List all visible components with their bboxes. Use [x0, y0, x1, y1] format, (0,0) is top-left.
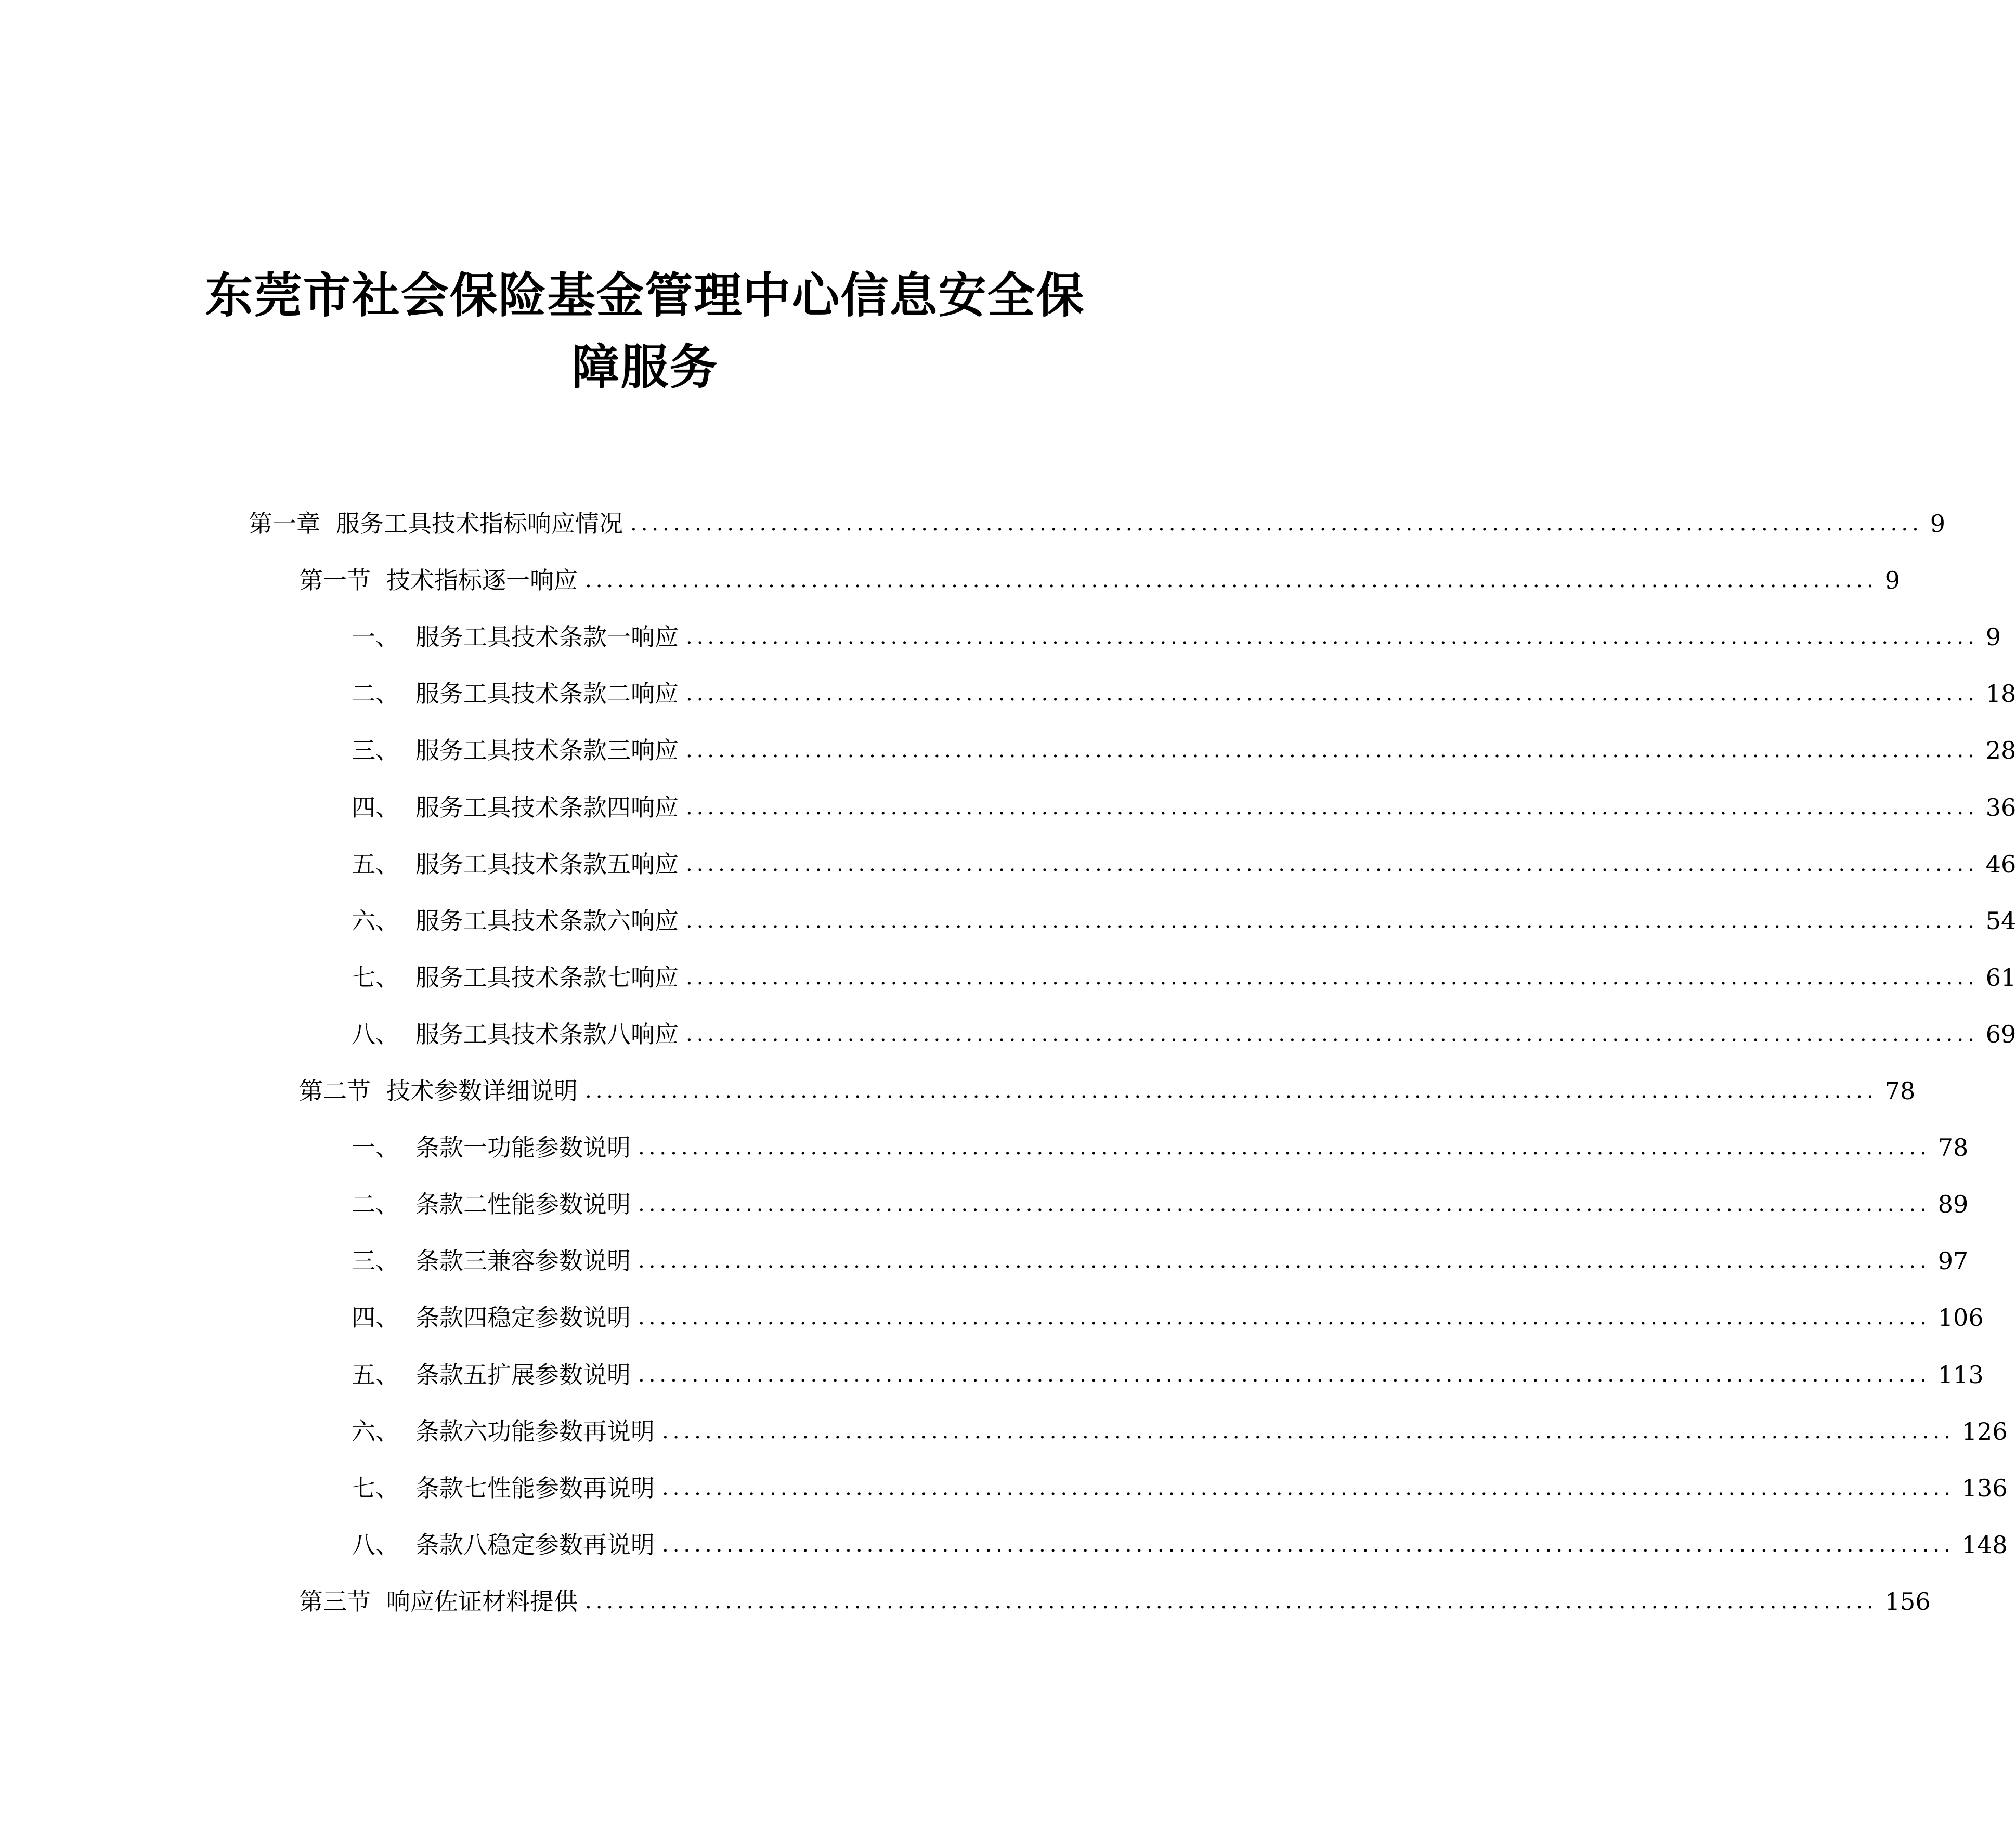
toc-dot-leader: ........................................................................................................................ — [686, 909, 1979, 933]
toc-entry-page-number: 126 — [1961, 1417, 2008, 1445]
toc-entry-title: 服务工具技术条款七响应 — [415, 963, 679, 992]
toc-entry[interactable] — [352, 1519, 2008, 1560]
toc-entry-number: 第一节 — [299, 566, 371, 594]
toc-entry-title: 服务工具技术条款三响应 — [415, 736, 679, 764]
toc-entry[interactable] — [352, 838, 2016, 880]
toc-entry-number: 七、 — [352, 963, 399, 992]
toc-dot-leader: ........................................................................................................................ — [638, 1306, 1931, 1330]
toc-entry[interactable] — [352, 781, 2016, 823]
toc-entry-number: 八、 — [352, 1020, 399, 1048]
toc-entry-page-number: 28 — [1985, 736, 2016, 764]
toc-entry-number: 二、 — [352, 1190, 399, 1218]
toc-entry-page-number: 136 — [1961, 1474, 2008, 1502]
toc-entry[interactable] — [299, 1065, 1916, 1106]
toc-entry[interactable] — [299, 1575, 1931, 1617]
toc-dot-leader: ........................................................................................................................ — [630, 512, 1923, 536]
toc-dot-leader: ........................................................................................................................ — [686, 682, 1979, 706]
toc-entry-number: 一、 — [352, 623, 399, 651]
toc-dot-leader: ........................................................................................................................ — [638, 1192, 1931, 1216]
toc-entry-number: 六、 — [352, 1417, 399, 1445]
toc-entry-number: 第一章 — [249, 510, 320, 538]
toc-dot-leader: ........................................................................................................................ — [638, 1136, 1931, 1159]
toc-entry-title: 服务工具技术指标响应情况 — [336, 510, 623, 538]
toc-dot-leader: ........................................................................................................................ — [585, 568, 1878, 592]
toc-entry-page-number: 78 — [1884, 1077, 1916, 1105]
toc-entry[interactable] — [352, 1462, 2008, 1504]
toc-dot-leader: ........................................................................................................................ — [686, 796, 1979, 819]
toc-entry[interactable] — [352, 1349, 1984, 1390]
toc-entry-page-number: 156 — [1884, 1587, 1931, 1615]
toc-entry[interactable] — [352, 1292, 1984, 1333]
toc-entry-number: 八、 — [352, 1531, 399, 1559]
toc-entry-title: 服务工具技术条款六响应 — [415, 907, 679, 935]
toc-entry[interactable] — [352, 611, 2001, 653]
toc-entry-number: 三、 — [352, 736, 399, 764]
toc-entry-number: 五、 — [352, 1361, 399, 1389]
toc-entry-page-number: 89 — [1937, 1190, 1969, 1218]
toc-entry-page-number: 113 — [1937, 1361, 1984, 1389]
toc-dot-leader: ........................................................................................................................ — [686, 1022, 1979, 1046]
toc-entry-number: 第二节 — [299, 1077, 371, 1105]
toc-entry[interactable] — [352, 1405, 2008, 1447]
toc-entry-title: 服务工具技术条款四响应 — [415, 793, 679, 822]
document-title-line-1: 东莞市社会保险基金管理中心信息安全保 — [205, 268, 1085, 323]
toc-dot-leader: ........................................................................................................................ — [638, 1363, 1931, 1387]
toc-entry[interactable] — [352, 952, 2016, 993]
toc-dot-leader: ........................................................................................................................ — [686, 852, 1979, 876]
toc-entry-title: 条款六功能参数再说明 — [415, 1417, 655, 1445]
toc-entry[interactable] — [352, 1008, 2016, 1050]
toc-entry-page-number: 18 — [1985, 680, 2016, 708]
toc-entry-number: 七、 — [352, 1474, 399, 1502]
toc-entry-page-number: 148 — [1961, 1531, 2008, 1559]
toc-dot-leader: ........................................................................................................................ — [662, 1533, 1955, 1557]
toc-entry-title: 服务工具技术条款八响应 — [415, 1020, 679, 1048]
toc-entry-page-number: 54 — [1985, 907, 2016, 935]
toc-entry[interactable] — [352, 1122, 1969, 1163]
toc-entry-title: 服务工具技术条款一响应 — [415, 623, 679, 651]
toc-dot-leader: ........................................................................................................................ — [686, 625, 1979, 649]
toc-entry-title: 条款七性能参数再说明 — [415, 1474, 655, 1502]
toc-dot-leader: ........................................................................................................................ — [662, 1419, 1955, 1443]
toc-entry-number: 四、 — [352, 1304, 399, 1332]
toc-entry[interactable] — [352, 1178, 1969, 1220]
toc-dot-leader: ........................................................................................................................ — [585, 1590, 1878, 1613]
toc-dot-leader: ........................................................................................................................ — [686, 738, 1979, 762]
toc-entry-title: 技术参数详细说明 — [386, 1077, 578, 1105]
toc-entry-title: 条款二性能参数说明 — [415, 1190, 631, 1218]
toc-entry-number: 四、 — [352, 793, 399, 822]
toc-entry-page-number: 69 — [1985, 1020, 2016, 1048]
toc-entry-title: 条款一功能参数说明 — [415, 1134, 631, 1162]
toc-entry-title: 条款三兼容参数说明 — [415, 1247, 631, 1275]
toc-dot-leader: ........................................................................................................................ — [686, 966, 1979, 989]
toc-entry-page-number: 9 — [1985, 623, 2001, 651]
toc-entry-page-number: 106 — [1937, 1304, 1984, 1332]
toc-entry[interactable] — [299, 554, 1901, 596]
toc-entry-page-number: 9 — [1930, 510, 1946, 538]
toc-dot-leader: ........................................................................................................................ — [585, 1079, 1878, 1103]
toc-entry-title: 条款五扩展参数说明 — [415, 1361, 631, 1389]
toc-entry-page-number: 97 — [1937, 1247, 1969, 1275]
toc-entry-page-number: 9 — [1884, 566, 1901, 594]
toc-entry-page-number: 46 — [1985, 850, 2016, 878]
document-title-line-2: 障服务 — [571, 340, 719, 395]
toc-entry-number: 一、 — [352, 1134, 399, 1162]
toc-entry[interactable] — [249, 498, 1946, 539]
toc-entry[interactable] — [352, 724, 2016, 766]
toc-entry-page-number: 61 — [1985, 963, 2016, 992]
toc-entry[interactable] — [352, 1235, 1969, 1276]
toc-entry-number: 六、 — [352, 907, 399, 935]
toc-entry-number: 第三节 — [299, 1587, 371, 1615]
toc-entry-page-number: 36 — [1985, 793, 2016, 822]
toc-entry-title: 服务工具技术条款二响应 — [415, 680, 679, 708]
toc-dot-leader: ........................................................................................................................ — [662, 1476, 1955, 1500]
toc-dot-leader: ........................................................................................................................ — [638, 1249, 1931, 1273]
toc-entry-title: 服务工具技术条款五响应 — [415, 850, 679, 878]
toc-entry-title: 条款八稳定参数再说明 — [415, 1531, 655, 1559]
toc-entry[interactable] — [352, 895, 2016, 936]
toc-entry[interactable] — [352, 668, 2016, 709]
toc-entry-title: 技术指标逐一响应 — [386, 566, 578, 594]
toc-entry-title: 响应佐证材料提供 — [386, 1587, 578, 1615]
toc-entry-number: 三、 — [352, 1247, 399, 1275]
toc-entry-number: 二、 — [352, 680, 399, 708]
toc-entry-number: 五、 — [352, 850, 399, 878]
toc-entry-title: 条款四稳定参数说明 — [415, 1304, 631, 1332]
toc-entry-page-number: 78 — [1937, 1134, 1969, 1162]
